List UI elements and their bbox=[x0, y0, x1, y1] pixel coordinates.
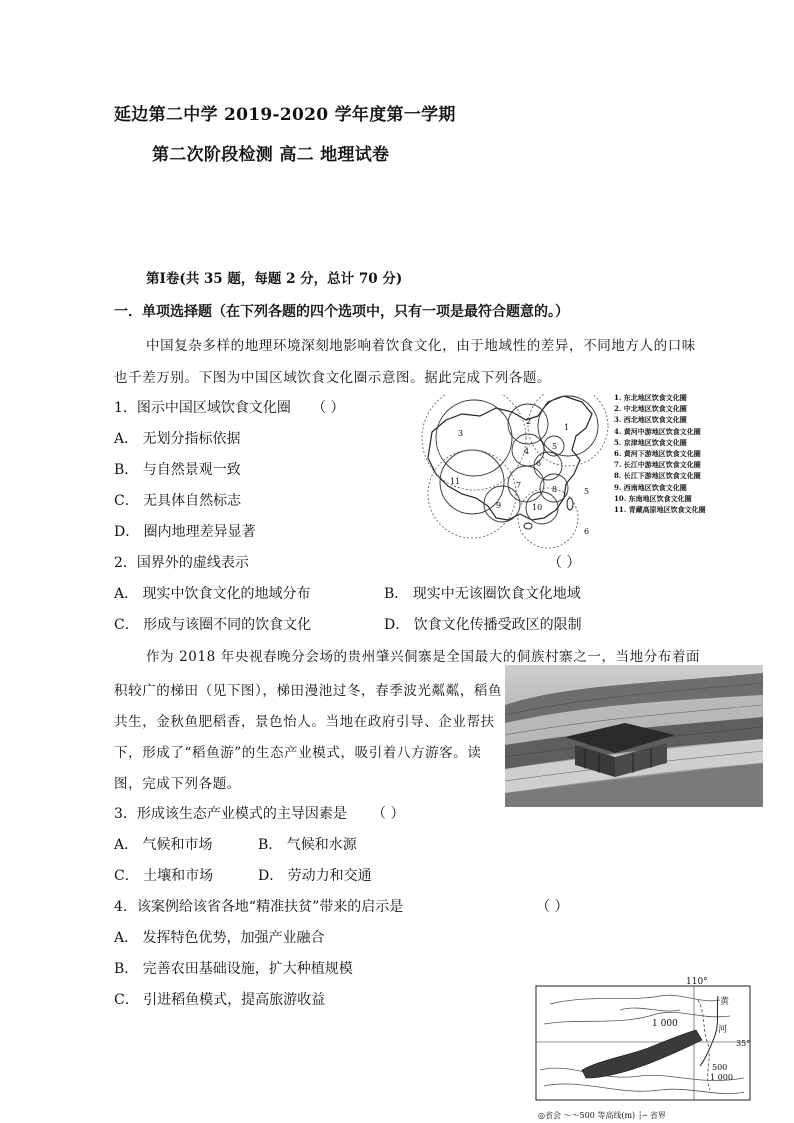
longitude-label: 110° bbox=[686, 977, 708, 987]
map-label-7: 7 bbox=[516, 481, 522, 490]
question-2-option-d[interactable]: D． 饮食文化传播受政区的限制 bbox=[384, 617, 582, 633]
question-2-option-b[interactable]: B． 现实中无该圈饮食文化地域 bbox=[384, 586, 581, 602]
question-3-bracket: （ ） bbox=[372, 806, 405, 822]
question-1-option-c[interactable]: C． 无具体自然标志 bbox=[114, 493, 242, 509]
exam-school-title: 延边第二中学 2019-2020 学年度第一学期 bbox=[114, 105, 456, 125]
map-label-2: 2 bbox=[526, 417, 532, 426]
legend-item: 6. 黄河下游地区饮食文化圈 bbox=[614, 449, 701, 459]
contour-map bbox=[530, 974, 754, 1123]
question-3-stem: 3．形成该生态产业模式的主导因素是 bbox=[114, 806, 347, 822]
river-label-2: 河 bbox=[718, 1025, 728, 1035]
question-4-option-a[interactable]: A． 发挥特色优势，加强产业融合 bbox=[114, 930, 325, 946]
part-heading: 一．单项选择题（在下列各题的四个选项中，只有一项是最符合题意的。） bbox=[114, 304, 569, 320]
volume-heading: 第Ⅰ卷(共 35 题，每题 2 分，总计 70 分) bbox=[146, 271, 403, 287]
map-label-6-outer: 6 bbox=[584, 527, 590, 536]
legend-item: 5. 京津地区饮食文化圈 bbox=[614, 437, 687, 447]
legend-item: 8. 长江下游地区饮食文化圈 bbox=[614, 471, 701, 481]
question-1-stem: 1．图示中国区域饮食文化圈 bbox=[114, 400, 291, 416]
question-2-option-c[interactable]: C． 形成与该圈不同的饮食文化 bbox=[114, 617, 312, 633]
intro-paragraph-line: 中国复杂多样的地理环境深刻地影响着饮食文化，由于地域性的差异，不同地方人的口味 bbox=[146, 338, 696, 354]
intro-paragraph-line: 作为 2018 年央视春晚分会场的贵州肇兴侗寨是全国最大的侗族村寨之一，当地分布着面 bbox=[146, 649, 701, 665]
question-3-option-d[interactable]: D． 劳动力和交通 bbox=[258, 868, 372, 884]
map-2-legend: ◎省会 ～～500 等高线(m) ┆╌ 省界 bbox=[538, 1111, 666, 1120]
legend-item: 10. 东南地区饮食文化圈 bbox=[614, 493, 692, 503]
map-label-11: 11 bbox=[450, 477, 461, 486]
exam-subject-title: 第二次阶段检测 高二 地理试卷 bbox=[152, 145, 390, 165]
legend-item: 1. 东北地区饮食文化圈 bbox=[614, 393, 687, 402]
circle-3-northwest bbox=[436, 400, 512, 476]
intro-paragraph-line: 积较广的梯田（见下图），梯田漫池过冬，春季波光粼粼，稻鱼 bbox=[114, 683, 503, 699]
circle-9-southwest bbox=[484, 486, 520, 522]
map-label-8: 8 bbox=[552, 485, 558, 494]
map-label-10: 10 bbox=[532, 503, 543, 512]
map-label-5: 5 bbox=[552, 442, 558, 451]
question-1-option-b[interactable]: B． 与自然景观一致 bbox=[114, 462, 241, 478]
map-label-4: 4 bbox=[524, 447, 530, 456]
legend-item: 9. 西南地区饮食文化圈 bbox=[614, 482, 687, 492]
intro-paragraph-line: 下，形成了“稻鱼游”的生态产业模式，吸引着八方游客。读 bbox=[114, 745, 482, 761]
question-4-option-b[interactable]: B． 完善农田基础设施，扩大种植规模 bbox=[114, 961, 353, 977]
question-3-option-b[interactable]: B． 气候和水源 bbox=[258, 837, 357, 853]
map-label-5-outer: 5 bbox=[584, 487, 590, 496]
contour-label-1000-south: 1 000 bbox=[710, 1073, 733, 1082]
latitude-label: 35° bbox=[736, 1039, 751, 1048]
question-2-stem: 2．国界外的虚线表示 bbox=[114, 555, 249, 571]
legend-item: 2. 中北地区饮食文化圈 bbox=[614, 404, 687, 414]
map-label-9: 9 bbox=[496, 501, 502, 510]
question-4-bracket: （ ） bbox=[536, 899, 569, 915]
question-2-option-a[interactable]: A． 现实中饮食文化的地域分布 bbox=[114, 586, 311, 602]
contour-label-1000-north: 1 000 bbox=[652, 1019, 678, 1029]
terrace-photo bbox=[505, 665, 763, 807]
food-culture-map bbox=[414, 394, 614, 554]
legend-item: 7. 长江中游地区饮食文化圈 bbox=[614, 460, 701, 470]
question-4-stem: 4．该案例给该省各地“精准扶贫”带来的启示是 bbox=[114, 899, 404, 915]
map-label-1: 1 bbox=[564, 423, 570, 432]
question-4-option-c[interactable]: C． 引进稻鱼模式，提高旅游收益 bbox=[114, 992, 326, 1008]
contour-label-500: 500 bbox=[712, 1063, 728, 1072]
question-3-option-a[interactable]: A． 气候和市场 bbox=[114, 837, 213, 853]
hainan-island bbox=[524, 523, 532, 529]
map-label-3: 3 bbox=[458, 429, 464, 438]
map-label-6: 6 bbox=[536, 459, 542, 468]
legend-item: 4. 黄河中游地区饮食文化圈 bbox=[614, 426, 701, 436]
intro-paragraph-line: 也千差万别。下图为中国区域饮食文化圈示意图。据此完成下列各题。 bbox=[114, 370, 552, 386]
intro-paragraph-line: 图，完成下列各题。 bbox=[114, 776, 241, 792]
intro-paragraph-line: 共生，金秋鱼肥稻香，景色怡人。当地在政府引导、企业帮扶 bbox=[114, 714, 495, 730]
river-label-1: 黄 bbox=[720, 997, 730, 1007]
question-1-bracket: （ ） bbox=[312, 400, 345, 416]
question-1-option-a[interactable]: A． 无划分指标依据 bbox=[114, 431, 241, 447]
question-1-option-d[interactable]: D． 圈内地理差异显著 bbox=[114, 524, 256, 540]
question-3-option-c[interactable]: C． 土壤和市场 bbox=[114, 868, 214, 884]
map-legend bbox=[614, 392, 706, 515]
legend-item: 3. 西北地区饮食文化圈 bbox=[614, 415, 687, 425]
legend-item: 11. 青藏高原地区饮食文化圈 bbox=[614, 505, 706, 515]
question-2-bracket: （ ） bbox=[548, 555, 581, 571]
